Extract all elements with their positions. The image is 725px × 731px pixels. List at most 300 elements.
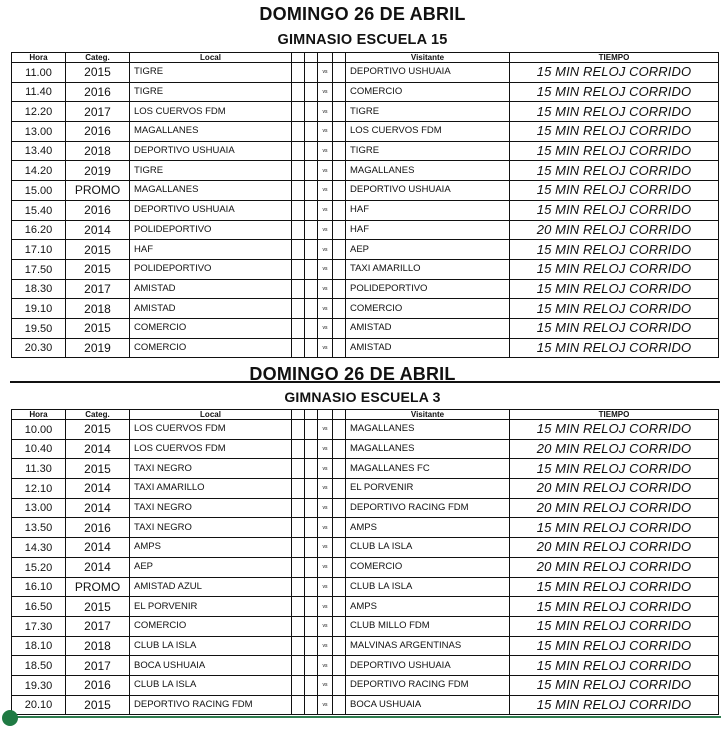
table-row: [12, 518, 719, 538]
visitante-team-cell: AEP: [346, 240, 510, 260]
categoria-cell: 2015: [66, 318, 130, 338]
hora-cell: 10.40: [12, 439, 66, 459]
categoria-cell: 2017: [66, 102, 130, 122]
header-categoria: Categ.: [66, 410, 130, 420]
section1-title: DOMINGO 26 DE ABRIL: [259, 4, 466, 24]
hora-cell: 16.50: [12, 597, 66, 617]
local-team-cell: DEPORTIVO USHUAIA: [130, 200, 292, 220]
empty-cell: [305, 200, 318, 220]
empty-cell: [305, 656, 318, 676]
local-team-cell: TIGRE: [130, 161, 292, 181]
visitante-team-cell: AMISTAD: [346, 338, 510, 358]
vs-cell: vs: [318, 338, 333, 358]
vs-cell: vs: [318, 597, 333, 617]
categoria-cell: PROMO: [66, 577, 130, 597]
tiempo-cell: 15 MIN RELOJ CORRIDO: [510, 338, 719, 358]
categoria-cell: 2018: [66, 299, 130, 319]
empty-cell: [333, 695, 346, 715]
categoria-cell: 2015: [66, 695, 130, 715]
empty-cell: [305, 279, 318, 299]
empty-cell: [292, 338, 305, 358]
tiempo-cell: 15 MIN RELOJ CORRIDO: [510, 279, 719, 299]
empty-cell: [333, 498, 346, 518]
empty-cell: [305, 181, 318, 201]
table-row: [12, 161, 719, 181]
header-local: Local: [130, 410, 292, 420]
hora-cell: 13.50: [12, 518, 66, 538]
empty-cell: [305, 616, 318, 636]
hora-cell: 18.10: [12, 636, 66, 656]
tiempo-cell: 20 MIN RELOJ CORRIDO: [510, 220, 719, 240]
vs-cell: vs: [318, 181, 333, 201]
empty-cell: [333, 420, 346, 440]
empty-cell: [305, 675, 318, 695]
table-row: [12, 420, 719, 440]
empty-cell: [292, 597, 305, 617]
hora-cell: 18.50: [12, 656, 66, 676]
table-row: [12, 82, 719, 102]
header-blank: [305, 410, 318, 420]
empty-cell: [292, 518, 305, 538]
local-team-cell: DEPORTIVO USHUAIA: [130, 141, 292, 161]
table-row: [12, 102, 719, 122]
tiempo-cell: 20 MIN RELOJ CORRIDO: [510, 557, 719, 577]
tiempo-cell: 20 MIN RELOJ CORRIDO: [510, 498, 719, 518]
empty-cell: [292, 616, 305, 636]
empty-cell: [305, 161, 318, 181]
empty-cell: [333, 538, 346, 558]
visitante-team-cell: DEPORTIVO USHUAIA: [346, 656, 510, 676]
categoria-cell: 2014: [66, 439, 130, 459]
visitante-team-cell: TAXI AMARILLO: [346, 259, 510, 279]
empty-cell: [292, 299, 305, 319]
empty-cell: [305, 299, 318, 319]
empty-cell: [292, 161, 305, 181]
visitante-team-cell: AMISTAD: [346, 318, 510, 338]
empty-cell: [292, 240, 305, 260]
categoria-cell: 2016: [66, 200, 130, 220]
empty-cell: [305, 102, 318, 122]
local-team-cell: CLUB LA ISLA: [130, 636, 292, 656]
table-row: [12, 338, 719, 358]
visitante-team-cell: HAF: [346, 220, 510, 240]
table-header-row: [12, 410, 719, 420]
table-row: [12, 181, 719, 201]
header-hora: Hora: [12, 53, 66, 63]
empty-cell: [292, 82, 305, 102]
hora-cell: 17.50: [12, 259, 66, 279]
tiempo-cell: 15 MIN RELOJ CORRIDO: [510, 63, 719, 83]
empty-cell: [305, 518, 318, 538]
empty-cell: [305, 318, 318, 338]
empty-cell: [333, 220, 346, 240]
empty-cell: [292, 695, 305, 715]
vs-cell: vs: [318, 439, 333, 459]
empty-cell: [292, 675, 305, 695]
header-blank: [318, 410, 333, 420]
empty-cell: [333, 82, 346, 102]
empty-cell: [292, 479, 305, 499]
empty-cell: [333, 259, 346, 279]
vs-cell: vs: [318, 557, 333, 577]
visitante-team-cell: AMPS: [346, 597, 510, 617]
categoria-cell: 2014: [66, 220, 130, 240]
empty-cell: [333, 279, 346, 299]
empty-cell: [292, 200, 305, 220]
hora-cell: 12.10: [12, 479, 66, 499]
vs-cell: vs: [318, 122, 333, 142]
header-visitante: Visitante: [346, 410, 510, 420]
empty-cell: [305, 63, 318, 83]
hora-cell: 20.10: [12, 695, 66, 715]
hora-cell: 17.10: [12, 240, 66, 260]
empty-cell: [333, 675, 346, 695]
header-blank: [305, 53, 318, 63]
local-team-cell: AMPS: [130, 538, 292, 558]
empty-cell: [305, 479, 318, 499]
empty-cell: [305, 538, 318, 558]
table-row: [12, 279, 719, 299]
visitante-team-cell: DEPORTIVO USHUAIA: [346, 181, 510, 201]
empty-cell: [305, 420, 318, 440]
visitante-team-cell: DEPORTIVO RACING FDM: [346, 675, 510, 695]
table-row: [12, 479, 719, 499]
local-team-cell: AMISTAD: [130, 279, 292, 299]
table-row: [12, 318, 719, 338]
visitante-team-cell: CLUB LA ISLA: [346, 538, 510, 558]
vs-cell: vs: [318, 616, 333, 636]
empty-cell: [292, 498, 305, 518]
table-row: [12, 299, 719, 319]
tiempo-cell: 20 MIN RELOJ CORRIDO: [510, 538, 719, 558]
local-team-cell: POLIDEPORTIVO: [130, 259, 292, 279]
categoria-cell: 2017: [66, 656, 130, 676]
local-team-cell: TAXI AMARILLO: [130, 479, 292, 499]
vs-cell: vs: [318, 299, 333, 319]
header-tiempo: TIEMPO: [510, 410, 719, 420]
empty-cell: [333, 518, 346, 538]
categoria-cell: 2015: [66, 420, 130, 440]
table-row: [12, 459, 719, 479]
hora-cell: 19.30: [12, 675, 66, 695]
table-row: [12, 656, 719, 676]
table-header-row: [12, 53, 719, 63]
empty-cell: [333, 439, 346, 459]
table-row: [12, 141, 719, 161]
visitante-team-cell: POLIDEPORTIVO: [346, 279, 510, 299]
empty-cell: [305, 220, 318, 240]
table-row: [12, 636, 719, 656]
categoria-cell: 2014: [66, 479, 130, 499]
header-blank: [333, 53, 346, 63]
vs-cell: vs: [318, 695, 333, 715]
visitante-team-cell: COMERCIO: [346, 557, 510, 577]
vs-cell: vs: [318, 498, 333, 518]
vs-cell: vs: [318, 318, 333, 338]
table-row: [12, 122, 719, 142]
categoria-cell: 2016: [66, 518, 130, 538]
local-team-cell: COMERCIO: [130, 338, 292, 358]
hora-cell: 20.30: [12, 338, 66, 358]
local-team-cell: TIGRE: [130, 63, 292, 83]
visitante-team-cell: TIGRE: [346, 141, 510, 161]
visitante-team-cell: DEPORTIVO RACING FDM: [346, 498, 510, 518]
visitante-team-cell: TIGRE: [346, 102, 510, 122]
header-blank: [292, 410, 305, 420]
table-row: [12, 557, 719, 577]
vs-cell: vs: [318, 656, 333, 676]
categoria-cell: 2014: [66, 557, 130, 577]
empty-cell: [292, 538, 305, 558]
header-visitante: Visitante: [346, 53, 510, 63]
empty-cell: [333, 636, 346, 656]
empty-cell: [333, 63, 346, 83]
tiempo-cell: 15 MIN RELOJ CORRIDO: [510, 161, 719, 181]
categoria-cell: 2014: [66, 498, 130, 518]
empty-cell: [292, 122, 305, 142]
empty-cell: [333, 299, 346, 319]
local-team-cell: HAF: [130, 240, 292, 260]
tiempo-cell: 15 MIN RELOJ CORRIDO: [510, 597, 719, 617]
hora-cell: 15.40: [12, 200, 66, 220]
visitante-team-cell: MAGALLANES: [346, 420, 510, 440]
empty-cell: [333, 141, 346, 161]
categoria-cell: 2018: [66, 141, 130, 161]
visitante-team-cell: LOS CUERVOS FDM: [346, 122, 510, 142]
empty-cell: [292, 656, 305, 676]
schedule-table-escuela-3: [11, 409, 719, 715]
tiempo-cell: 20 MIN RELOJ CORRIDO: [510, 439, 719, 459]
table-row: [12, 439, 719, 459]
table-row: [12, 498, 719, 518]
local-team-cell: CLUB LA ISLA: [130, 675, 292, 695]
tiempo-cell: 15 MIN RELOJ CORRIDO: [510, 616, 719, 636]
empty-cell: [333, 200, 346, 220]
header-blank: [292, 53, 305, 63]
local-team-cell: AMISTAD AZUL: [130, 577, 292, 597]
empty-cell: [333, 181, 346, 201]
hora-cell: 11.00: [12, 63, 66, 83]
tiempo-cell: 15 MIN RELOJ CORRIDO: [510, 82, 719, 102]
visitante-team-cell: MAGALLANES: [346, 161, 510, 181]
empty-cell: [292, 439, 305, 459]
empty-cell: [305, 141, 318, 161]
empty-cell: [292, 181, 305, 201]
local-team-cell: TAXI NEGRO: [130, 498, 292, 518]
empty-cell: [292, 102, 305, 122]
empty-cell: [333, 338, 346, 358]
vs-cell: vs: [318, 220, 333, 240]
hora-cell: 16.20: [12, 220, 66, 240]
tiempo-cell: 15 MIN RELOJ CORRIDO: [510, 181, 719, 201]
empty-cell: [292, 259, 305, 279]
header-local: Local: [130, 53, 292, 63]
tiempo-cell: 15 MIN RELOJ CORRIDO: [510, 240, 719, 260]
vs-cell: vs: [318, 538, 333, 558]
hora-cell: 19.10: [12, 299, 66, 319]
tiempo-cell: 15 MIN RELOJ CORRIDO: [510, 318, 719, 338]
tiempo-cell: 15 MIN RELOJ CORRIDO: [510, 420, 719, 440]
empty-cell: [292, 420, 305, 440]
tiempo-cell: 15 MIN RELOJ CORRIDO: [510, 695, 719, 715]
local-team-cell: LOS CUERVOS FDM: [130, 420, 292, 440]
hora-cell: 11.30: [12, 459, 66, 479]
visitante-team-cell: HAF: [346, 200, 510, 220]
categoria-cell: PROMO: [66, 181, 130, 201]
empty-cell: [333, 479, 346, 499]
hora-cell: 15.20: [12, 557, 66, 577]
categoria-cell: 2014: [66, 538, 130, 558]
categoria-cell: 2019: [66, 161, 130, 181]
section2-venue: GIMNASIO ESCUELA 3: [284, 389, 441, 405]
tiempo-cell: 15 MIN RELOJ CORRIDO: [510, 259, 719, 279]
empty-cell: [305, 439, 318, 459]
categoria-cell: 2018: [66, 636, 130, 656]
empty-cell: [333, 318, 346, 338]
table-row: [12, 240, 719, 260]
hora-cell: 15.00: [12, 181, 66, 201]
visitante-team-cell: AMPS: [346, 518, 510, 538]
hora-cell: 18.30: [12, 279, 66, 299]
hora-cell: 14.30: [12, 538, 66, 558]
visitante-team-cell: BOCA USHUAIA: [346, 695, 510, 715]
categoria-cell: 2019: [66, 338, 130, 358]
local-team-cell: AEP: [130, 557, 292, 577]
categoria-cell: 2015: [66, 63, 130, 83]
local-team-cell: TAXI NEGRO: [130, 518, 292, 538]
local-team-cell: MAGALLANES: [130, 122, 292, 142]
visitante-team-cell: MAGALLANES FC: [346, 459, 510, 479]
section2-title: DOMINGO 26 DE ABRIL: [249, 364, 456, 384]
table-row: [12, 259, 719, 279]
empty-cell: [292, 459, 305, 479]
empty-cell: [333, 616, 346, 636]
bottom-progress-line: [6, 716, 721, 718]
tiempo-cell: 15 MIN RELOJ CORRIDO: [510, 459, 719, 479]
local-team-cell: BOCA USHUAIA: [130, 656, 292, 676]
empty-cell: [292, 279, 305, 299]
section1-venue: GIMNASIO ESCUELA 15: [277, 32, 448, 48]
tiempo-cell: 15 MIN RELOJ CORRIDO: [510, 656, 719, 676]
hora-cell: 12.20: [12, 102, 66, 122]
vs-cell: vs: [318, 240, 333, 260]
hora-cell: 13.00: [12, 122, 66, 142]
table-row: [12, 220, 719, 240]
visitante-team-cell: EL PORVENIR: [346, 479, 510, 499]
categoria-cell: 2015: [66, 459, 130, 479]
table-row: [12, 597, 719, 617]
vs-cell: vs: [318, 479, 333, 499]
tiempo-cell: 15 MIN RELOJ CORRIDO: [510, 518, 719, 538]
empty-cell: [305, 240, 318, 260]
empty-cell: [305, 338, 318, 358]
vs-cell: vs: [318, 259, 333, 279]
empty-cell: [292, 557, 305, 577]
categoria-cell: 2016: [66, 675, 130, 695]
hora-cell: 10.00: [12, 420, 66, 440]
schedule-table-escuela-15: [11, 52, 719, 358]
hora-cell: 11.40: [12, 82, 66, 102]
table-row: [12, 616, 719, 636]
visitante-team-cell: MAGALLANES: [346, 439, 510, 459]
tiempo-cell: 15 MIN RELOJ CORRIDO: [510, 122, 719, 142]
visitante-team-cell: CLUB LA ISLA: [346, 577, 510, 597]
empty-cell: [305, 82, 318, 102]
vs-cell: vs: [318, 518, 333, 538]
visitante-team-cell: MALVINAS ARGENTINAS: [346, 636, 510, 656]
empty-cell: [333, 161, 346, 181]
empty-cell: [292, 318, 305, 338]
vs-cell: vs: [318, 420, 333, 440]
table-row: [12, 538, 719, 558]
local-team-cell: MAGALLANES: [130, 181, 292, 201]
local-team-cell: TIGRE: [130, 82, 292, 102]
local-team-cell: DEPORTIVO RACING FDM: [130, 695, 292, 715]
vs-cell: vs: [318, 161, 333, 181]
empty-cell: [333, 122, 346, 142]
tiempo-cell: 15 MIN RELOJ CORRIDO: [510, 141, 719, 161]
header-hora: Hora: [12, 410, 66, 420]
table-row: [12, 63, 719, 83]
local-team-cell: COMERCIO: [130, 318, 292, 338]
hora-cell: 19.50: [12, 318, 66, 338]
empty-cell: [305, 259, 318, 279]
local-team-cell: EL PORVENIR: [130, 597, 292, 617]
local-team-cell: TAXI NEGRO: [130, 459, 292, 479]
empty-cell: [333, 597, 346, 617]
empty-cell: [292, 220, 305, 240]
page-indicator-dot[interactable]: [2, 710, 18, 726]
empty-cell: [305, 557, 318, 577]
table-row: [12, 695, 719, 715]
tiempo-cell: 15 MIN RELOJ CORRIDO: [510, 102, 719, 122]
header-blank: [318, 53, 333, 63]
empty-cell: [305, 636, 318, 656]
visitante-team-cell: DEPORTIVO USHUAIA: [346, 63, 510, 83]
hora-cell: 16.10: [12, 577, 66, 597]
empty-cell: [305, 498, 318, 518]
categoria-cell: 2016: [66, 82, 130, 102]
table-row: [12, 675, 719, 695]
vs-cell: vs: [318, 636, 333, 656]
empty-cell: [333, 577, 346, 597]
hora-cell: 14.20: [12, 161, 66, 181]
header-categoria: Categ.: [66, 53, 130, 63]
vs-cell: vs: [318, 141, 333, 161]
empty-cell: [333, 240, 346, 260]
vs-cell: vs: [318, 102, 333, 122]
tiempo-cell: 15 MIN RELOJ CORRIDO: [510, 636, 719, 656]
categoria-cell: 2015: [66, 240, 130, 260]
hora-cell: 17.30: [12, 616, 66, 636]
empty-cell: [292, 141, 305, 161]
visitante-team-cell: COMERCIO: [346, 82, 510, 102]
table-row: [12, 577, 719, 597]
local-team-cell: LOS CUERVOS FDM: [130, 439, 292, 459]
empty-cell: [292, 636, 305, 656]
empty-cell: [333, 459, 346, 479]
vs-cell: vs: [318, 459, 333, 479]
empty-cell: [333, 557, 346, 577]
table-row: [12, 200, 719, 220]
vs-cell: vs: [318, 200, 333, 220]
visitante-team-cell: CLUB MILLO FDM: [346, 616, 510, 636]
categoria-cell: 2015: [66, 259, 130, 279]
hora-cell: 13.40: [12, 141, 66, 161]
tiempo-cell: 15 MIN RELOJ CORRIDO: [510, 299, 719, 319]
vs-cell: vs: [318, 279, 333, 299]
visitante-team-cell: COMERCIO: [346, 299, 510, 319]
